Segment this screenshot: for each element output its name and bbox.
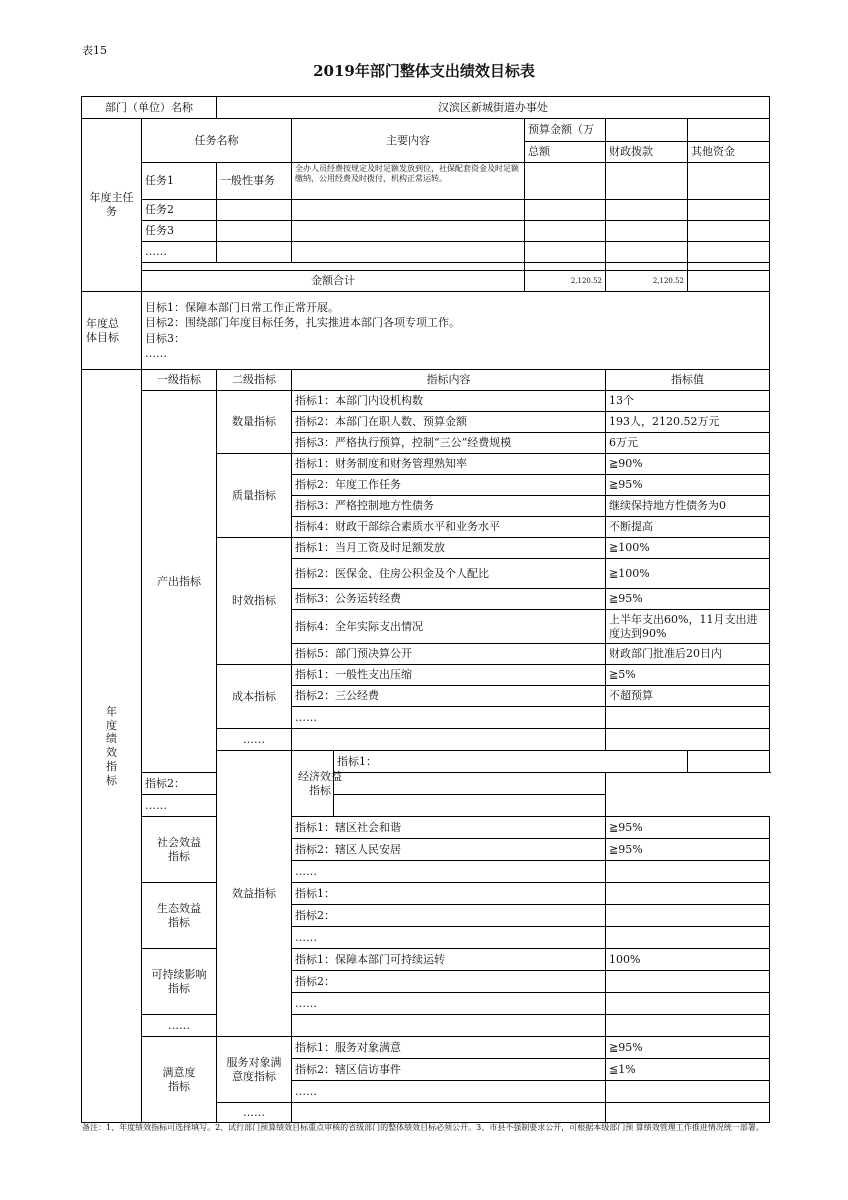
task-name: 一般性事务 [217,163,292,200]
indicator-content: …… [142,795,334,817]
indicator-content: 指标2：辖区信访事件 [292,1059,606,1081]
benefit-more: …… [142,1015,217,1037]
task-id: 任务3 [142,221,217,242]
indicator-content: 指标5：部门预决算公开 [292,644,606,665]
goal-item: 目标3： [145,331,185,345]
indicator-value: ≧100% [606,538,770,559]
satisfaction-label [142,1037,217,1123]
indicator-content: 指标1：保障本部门可持续运转 [292,949,606,971]
indicator-content: …… [292,861,606,883]
sum-total: 2,120.52 [525,271,606,292]
dept-value: 汉滨区新城街道办事处 [217,97,770,119]
indicator-content: 指标1：财务制度和财务管理熟知率 [292,454,606,475]
task-id: 任务2 [142,200,217,221]
output-label: 产出指标 [142,391,217,773]
sustainable-label [142,949,217,1015]
satisfaction-more: …… [217,1103,292,1123]
task-row [82,242,770,263]
task-row [82,163,770,200]
indicator-value: ≧95% [606,1037,770,1059]
indicator-value: ≧90% [606,454,770,475]
task-name [217,221,292,242]
fiscal-header: 财政拨款 [606,142,688,163]
dept-label: 部门（单位）名称 [82,97,217,119]
indicator-content: 指标2：本部门在职人数、预算金额 [292,412,606,433]
budget-header-blank [606,119,688,142]
indicator-value: 13个 [606,391,770,412]
other-header: 其他资金 [688,142,770,163]
social-label-text: 社会效益指标 [157,835,201,863]
indicator-content: 指标2：年度工作任务 [292,475,606,496]
indicator-value [606,971,770,993]
indicator-content: 指标4：财政干部综合素质水平和业务水平 [292,517,606,538]
sum-row [82,271,770,292]
indicator-value: 100% [606,949,770,971]
task-content [292,200,525,221]
budget-header: 预算金额（万 [525,119,606,142]
indicator-content: …… [292,707,606,729]
annual-tasks-label: 年度主任务 [82,119,142,292]
satisfaction-label-text: 满意度指标 [162,1065,196,1093]
task-row [82,200,770,221]
overall-goals-row [82,292,770,370]
perf-label-text: 年度绩效指标 [106,704,117,787]
overall-goals [142,292,770,370]
level2-header: 二级指标 [217,370,292,391]
table-number: 表15 [82,44,107,57]
service-label-text: 服务对象满意度指标 [226,1055,282,1083]
indicator-value [606,927,770,949]
indicator-content: 指标1：辖区社会和谐 [292,817,606,839]
indicator-content: 指标1： [334,751,688,773]
content-header: 指标内容 [292,370,606,391]
overall-goals-text: 年度总体目标 [86,316,119,344]
indicator-content: 指标3：严格控制地方性债务 [292,496,606,517]
goal-item: 目标2：围绕部门年度目标任务，扎实推进本部门各项专项工作。 [145,316,460,330]
indicator-value: 6万元 [606,433,770,454]
indicator-value [606,1081,770,1103]
main-content-header: 主要内容 [292,119,525,163]
page-title: 2019年部门整体支出绩效目标表 [313,62,535,80]
indicator-value: ≦1% [606,1059,770,1081]
service-label [217,1037,292,1103]
task-content: 全办人员经费按规定及时足额发放到位，社保配套资金及时足额缴纳，公用经费及时拨付，机构正常运转。 [292,163,525,200]
indicator-content: …… [292,993,606,1015]
indicator-value: 不断提高 [606,517,770,538]
task-id: …… [142,242,217,263]
quality-label: 质量指标 [217,454,292,538]
output-more: …… [217,729,292,751]
indicator-content: …… [292,927,606,949]
task-name [217,200,292,221]
indicator-value [688,751,770,773]
indicator-value: 财政部门批准后20日内 [606,644,770,665]
indicator-value: ≧95% [606,589,770,610]
economic-label-text: 经济效益指标 [298,769,342,797]
indicator-content: 指标4：全年实际支出情况 [292,610,606,644]
total-header: 总额 [525,142,606,163]
goal-item: 目标1：保障本部门日常工作正常开展。 [145,300,339,314]
indicator-content: 指标2： [292,971,606,993]
benefit-label: 效益指标 [217,751,292,1037]
indicator-content: 指标1：当月工资及时足额发放 [292,538,606,559]
footnote: 备注：1、年度绩效指标可选择填写。2、试行部门预算绩效目标重点审核的省级部门的整体绩效目标必须公开。3、市县不强制要求公开，可根据本级部门预 算绩效管理工作推进情况统一部署。 [82,1123,764,1132]
sum-label: 金额合计 [142,271,525,292]
indicator-value [606,707,770,729]
indicator-value: ≧100% [606,559,770,589]
indicator-value: 继续保持地方性债务为0 [606,496,770,517]
indicator-content: 指标3：严格执行预算，控制“三公”经费规模 [292,433,606,454]
indicator-content: 指标2： [292,905,606,927]
indicator-content: …… [292,1081,606,1103]
indicator-value [334,795,606,817]
indicator-content: 指标2：三公经费 [292,686,606,707]
perf-header-row [82,370,770,391]
timeliness-label: 时效指标 [217,538,292,665]
indicator-value: ≧95% [606,817,770,839]
indicator-content: 指标2：辖区人民安居 [292,839,606,861]
ecological-label-text: 生态效益指标 [157,901,201,929]
indicator-content: 指标1：一般性支出压缩 [292,665,606,686]
task-row [82,221,770,242]
dept-row [82,97,770,119]
indicator-value: 上半年支出60%，11月支出进度达到90% [606,610,770,644]
indicator-content: 指标1： [292,883,606,905]
task-content [292,221,525,242]
indicator-content: 指标3：公务运转经费 [292,589,606,610]
sustainable-label-text: 可持续影响指标 [151,967,207,995]
task-name [217,242,292,263]
indicator-value [334,773,606,795]
indicator-value [606,883,770,905]
performance-table [81,96,770,1123]
task-name-header: 任务名称 [142,119,292,163]
indicator-value: 不超预算 [606,686,770,707]
quantity-label: 数量指标 [217,391,292,454]
task-content [292,242,525,263]
indicator-content: 指标1：本部门内设机构数 [292,391,606,412]
ecological-label [142,883,217,949]
budget-header-blank-2 [688,119,770,142]
sum-other [688,271,770,292]
task-id: 任务1 [142,163,217,200]
indicator-value: ≧5% [606,665,770,686]
indicator-value: ≧95% [606,475,770,496]
cost-label: 成本指标 [217,665,292,729]
indicator-value: 193人，2120.52万元 [606,412,770,433]
overall-goals-label [82,292,142,370]
indicator-value: ≧95% [606,839,770,861]
indicator-content: 指标2：医保金、住房公积金及个人配比 [292,559,606,589]
indicator-content: 指标1：服务对象满意 [292,1037,606,1059]
value-header: 指标值 [606,370,770,391]
sum-fiscal: 2,120.52 [606,271,688,292]
goal-item: …… [145,346,167,360]
social-label [142,817,217,883]
indicator-value [606,993,770,1015]
perf-label [82,370,142,1123]
indicator-value [606,861,770,883]
indicator-value [606,905,770,927]
level1-header: 一级指标 [142,370,217,391]
indicator-content: 指标2： [142,773,334,795]
